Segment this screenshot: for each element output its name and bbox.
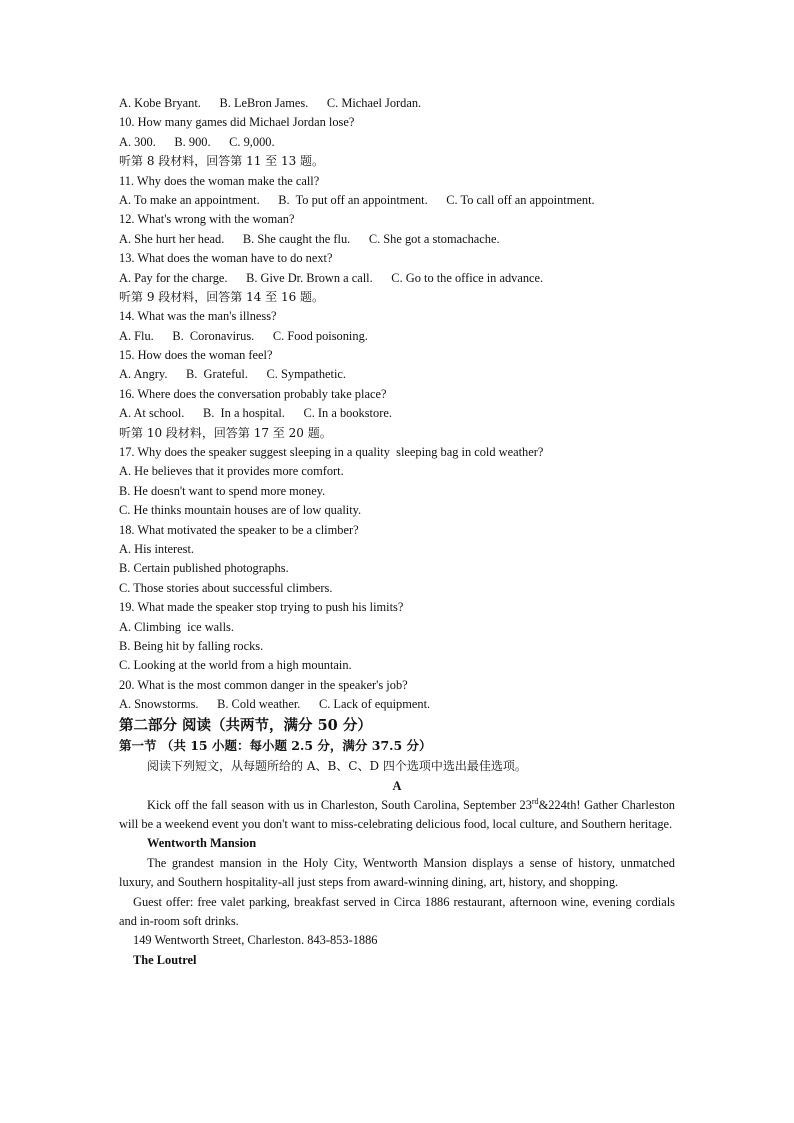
passage-a-intro [119,796,675,835]
ordinal-superscript: rd [531,796,539,806]
passage-a-label: A [392,778,402,793]
question-14-options: A. Flu. B. Coronavirus. C. Food poisoning. [119,328,368,343]
wentworth-address: 149 Wentworth Street, Charleston. 843-853-1886 [133,933,378,948]
part-2-title: 第二部分 阅读（共两节，满分 50 分） [119,716,372,734]
question-16-options: A. At school. B. In a hospital. C. In a bookstore. [119,406,392,421]
question-20: 20. What is the most common danger in the speaker's job? [119,677,408,692]
question-11: 11. Why does the woman make the call? [119,173,320,188]
question-17-option-c: C. He thinks mountain houses are of low quality. [119,503,362,518]
question-18-option-c: C. Those stories about successful climbers. [119,580,333,595]
question-10-options: A. 300. B. 900. C. 9,000. [119,134,275,149]
question-18-option-a: A. His interest. [119,541,195,556]
question-12: 12. What's wrong with the woman? [119,212,295,227]
question-19-option-a: A. Climbing ice walls. [119,619,234,634]
question-11-options: A. To make an appointment. B. To put off an appointment. C. To call off an appointment. [119,192,595,207]
question-10: 10. How many games did Michael Jordan lose? [119,115,355,130]
page-content [119,94,675,970]
question-14: 14. What was the man's illness? [119,309,277,324]
the-loutrel-heading: The Loutrel [133,952,197,967]
group-10-header: 听第 10 段材料，回答第 17 至 20 题。 [119,425,332,440]
question-19-option-c: C. Looking at the world from a high mountain. [119,658,352,673]
section-1-title: 第一节 （共 15 小题：每小题 2.5 分，满分 37.5 分） [119,737,432,753]
question-17-option-a: A. He believes that it provides more comfort. [119,464,344,479]
question-13: 13. What does the woman have to do next? [119,251,333,266]
wentworth-mansion-heading: Wentworth Mansion [147,836,257,851]
question-17: 17. Why does the speaker suggest sleeping in a quality sleeping bag in cold weather? [119,445,544,460]
question-19-option-b: B. Being hit by falling rocks. [119,638,264,653]
question-17-option-b: B. He doesn't want to spend more money. [119,483,326,498]
intro-text-end: &224th! Gather Charleston will be a weekend event you don't want to miss-celebrating delicious food, local culture, and Southern heritage. [119,797,676,831]
question-19: 19. What made the speaker stop trying to push his limits? [119,600,404,615]
question-13-options: A. Pay for the charge. B. Give Dr. Brown a call. C. Go to the office in advance. [119,270,544,285]
reading-instruction: 阅读下列短文，从每题所给的 A、B、C、D 四个选项中选出最佳选项。 [147,758,527,773]
question-20-options: A. Snowstorms. B. Cold weather. C. Lack of equipment. [119,697,431,712]
guest-offer: Guest offer: free valet parking, breakfast served in Circa 1886 restaurant, afternoon wine, evening cordials and in-room soft drinks. [119,894,675,928]
question-15-options: A. Angry. B. Grateful. C. Sympathetic. [119,367,347,382]
question-15: 15. How does the woman feel? [119,348,273,363]
question-18-option-b: B. Certain published photographs. [119,561,289,576]
wentworth-mansion-description: The grandest mansion in the Holy City, Wentworth Mansion displays a sense of history, unmatched luxury, and Southern hospitality-all just steps from award-winning dining, art, history, and shopping. [119,855,675,890]
question-16: 16. Where does the conversation probably take place? [119,386,387,401]
question-18: 18. What motivated the speaker to be a climber? [119,522,359,537]
group-9-header: 听第 9 段材料，回答第 14 至 16 题。 [119,289,325,304]
question-9-options: A. Kobe Bryant. B. LeBron James. C. Michael Jordan. [119,96,422,110]
group-8-header: 听第 8 段材料，回答第 11 至 13 题。 [119,154,325,169]
question-12-options: A. She hurt her head. B. She caught the flu. C. She got a stomachache. [119,231,500,246]
intro-text-start: Kick off the fall season with us in Charleston, South Carolina, September 23 [147,797,532,812]
